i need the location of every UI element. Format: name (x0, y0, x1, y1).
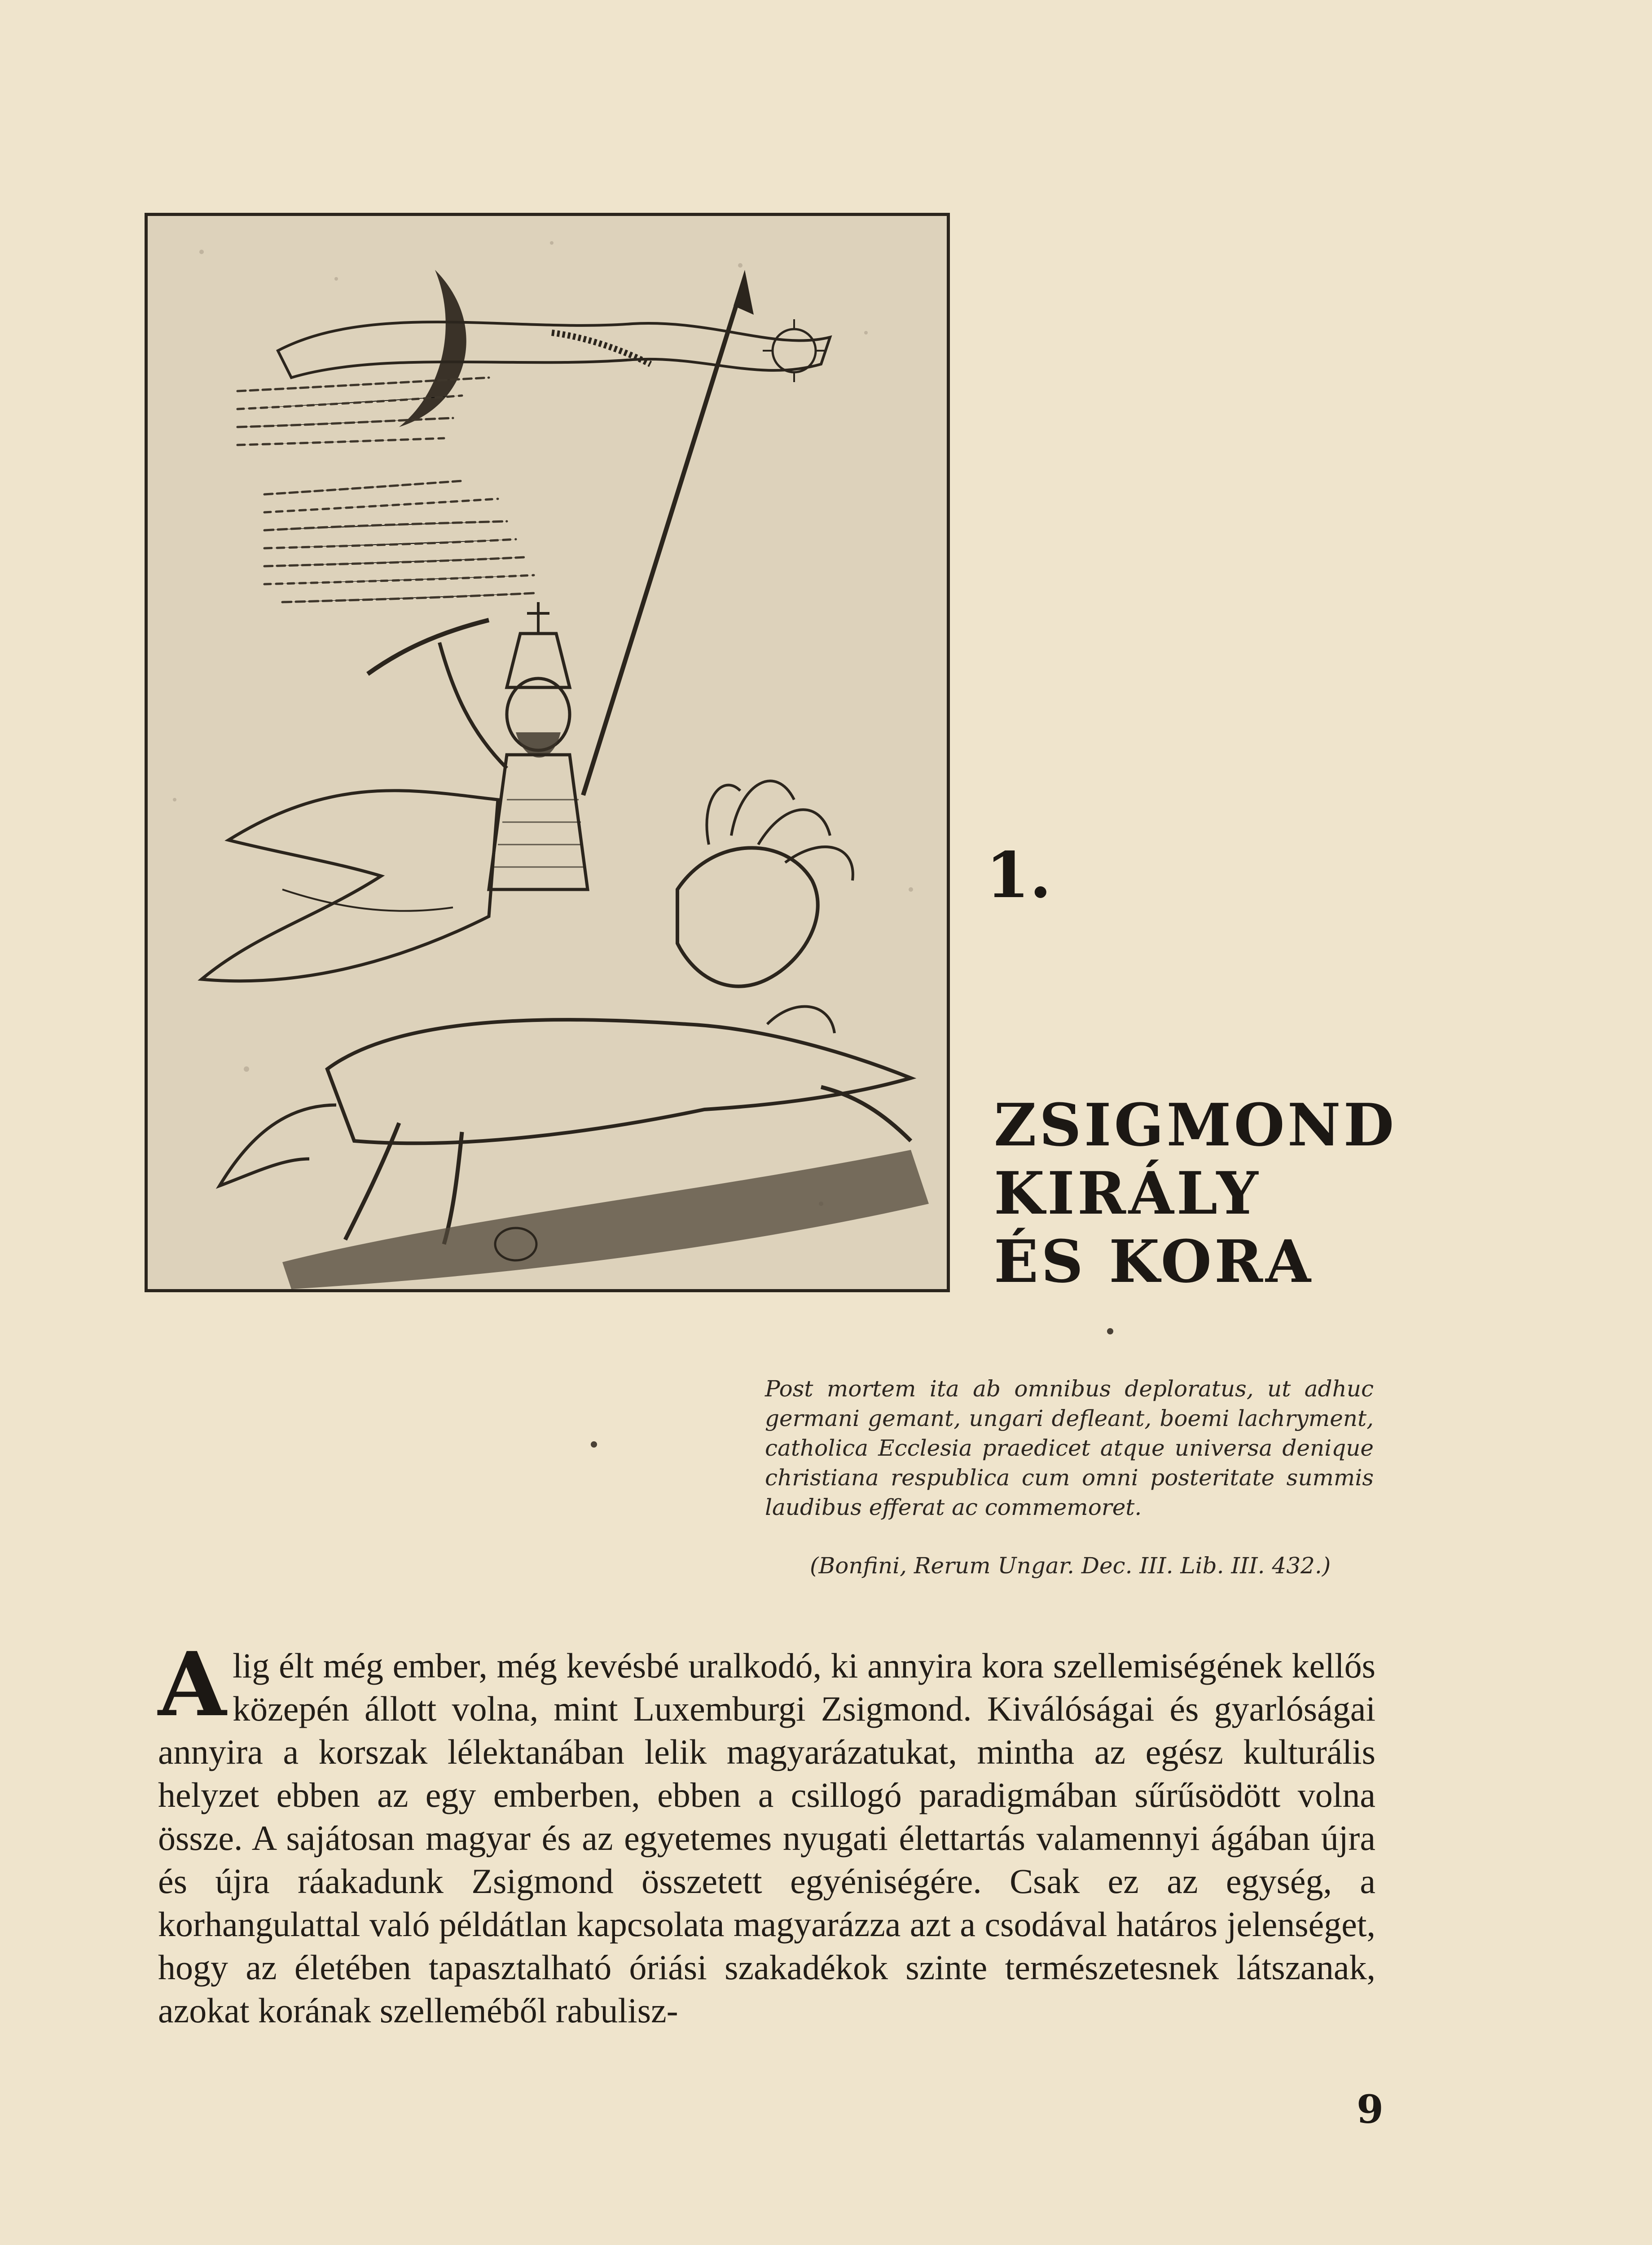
chapter-number: 1. (986, 839, 1052, 912)
body-paragraph-text: lig élt még ember, még kevésbé uralkodó, ki annyira kora szellemiségének kellős közepén állott volna, mint Luxemburgi Zsigmond. Kiválóságai és gyarlóságai annyira a korszak lélektanában lelik magyarázatukat, mintha az egész kulturális helyzet ebben az egy emberben, ebben a csillogó paradigmában sűrűsödött volna össze. A sajátosan magyar és az egyetemes nyugati élettartás valamennyi ágában újra és újra ráakadunk Zsigmond összetett egyéniségére. Csak ez az egység, a korhangulattal való példátlan kapcsolata magyarázza azt a csodával határos jelenséget, hogy az életében tapasztalható óriási szakadékok szinte természetesnek látszanak, azokat korának szelleméből rabulisz- (158, 1646, 1375, 2030)
page-number: 9 (1357, 2087, 1384, 2132)
drop-cap: A (158, 1633, 227, 1736)
epigraph-quote: Post mortem ita ab omnibus deploratus, ut adhuc germani gemant, ungari defleant, boemi lachryment, catholica Ecclesia praedicet atque universa denique christiana respublica cum omni posteritate summis laudibus efferat ac commemoret. (765, 1376, 1374, 1520)
chapter-title-line-1: ZSIGMOND (994, 1091, 1397, 1159)
chapter-title (994, 1091, 1397, 1296)
epigraph-source: (Bonfini, Rerum Ungar. Dec. III. Lib. III. 432.) (810, 1553, 1331, 1579)
ornament-dot (591, 1441, 597, 1448)
ornament-dot (1107, 1328, 1113, 1334)
body-paragraph (158, 1633, 1375, 2032)
chapter-title-line-3: ÉS KORA (994, 1227, 1314, 1296)
rider-illustration (148, 216, 947, 1289)
illustration-frame (145, 213, 950, 1292)
chapter-title-line-2: KIRÁLY (994, 1159, 1261, 1228)
